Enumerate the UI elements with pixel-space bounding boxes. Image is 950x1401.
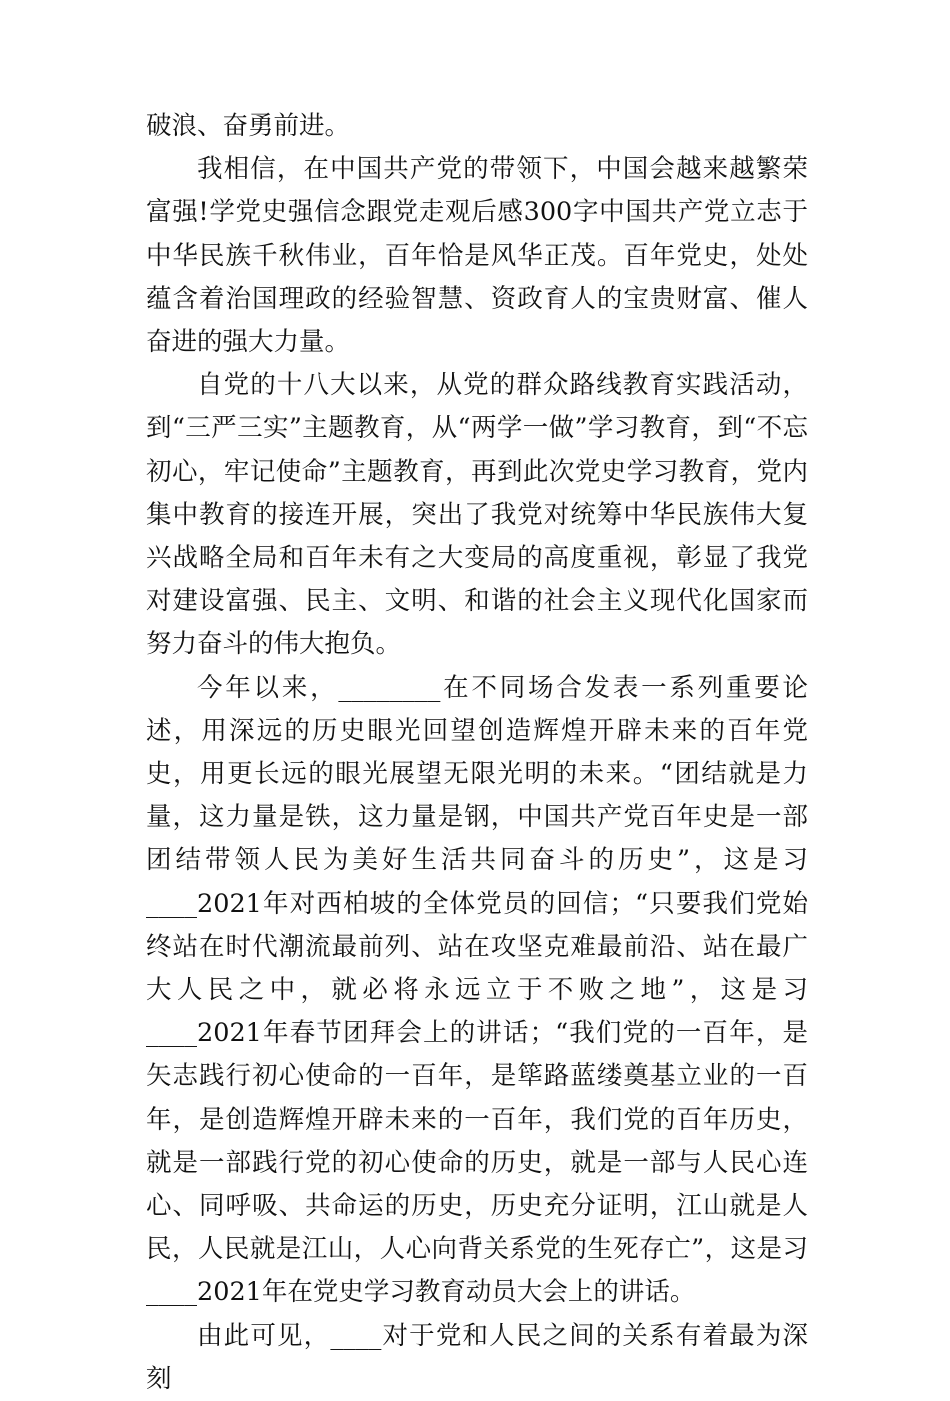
paragraph-conclusion: 由此可见，____对于党和人民之间的关系有着最为深刻 (146, 1320, 808, 1394)
paragraph-continuation: 破浪、奋勇前进。 (146, 111, 351, 141)
paragraph-speeches: 今年以来，________在不同场合发表一系列重要论述，用深远的历史眼光回望创造辉煌开辟未来的百年党史，用更长远的眼光展望无限光明的未来。“团结就是力量，这力量是铁，这力量是钢，中国共产党百年史是一部团结带领人民为美好生活共同奋斗的历史”，这是习____2021年对西柏坡的全体党员的回信；“只要我们党始终站在时代潮流最前列、站在攻坚克难最前沿、站在最广大人民之中，就必将永远立于不败之地”，这是习____2021年春节团拜会上的讲话；“我们党的一百年，是矢志践行初心使命的一百年，是筚路蓝缕奠基立业的一百年，是创造辉煌开辟未来的一百年，我们党的百年历史，就是一部践行党的初心使命的历史，就是一部与人民心连心、同呼吸、共命运的历史，历史充分证明，江山就是人民，人民就是江山，人心向背关系党的生死存亡”，这是习____2021年在党史学习教育动员大会上的讲话。 (146, 672, 808, 1308)
paragraph-education: 自党的十八大以来，从党的群众路线教育实践活动，到“三严三实”主题教育，从“两学一做”学习教育，到“不忘初心，牢记使命”主题教育，再到此次党史学习教育，党内集中教育的接连开展，突出了我党对统筹中华民族伟大复兴战略全局和百年未有之大变局的高度重视，彰显了我党对建设富强、民主、文明、和谐的社会主义现代化国家而努力奋斗的伟大抱负。 (146, 370, 808, 660)
body-text (146, 105, 808, 1401)
paragraph-belief: 我相信，在中国共产党的带领下，中国会越来越繁荣富强!学党史强信念跟党走观后感300字中国共产党立志于中华民族千秋伟业，百年恰是风华正茂。百年党史，处处蕴含着治国理政的经验智慧、资政育人的宝贵财富、催人奋进的强大力量。 (146, 154, 808, 358)
